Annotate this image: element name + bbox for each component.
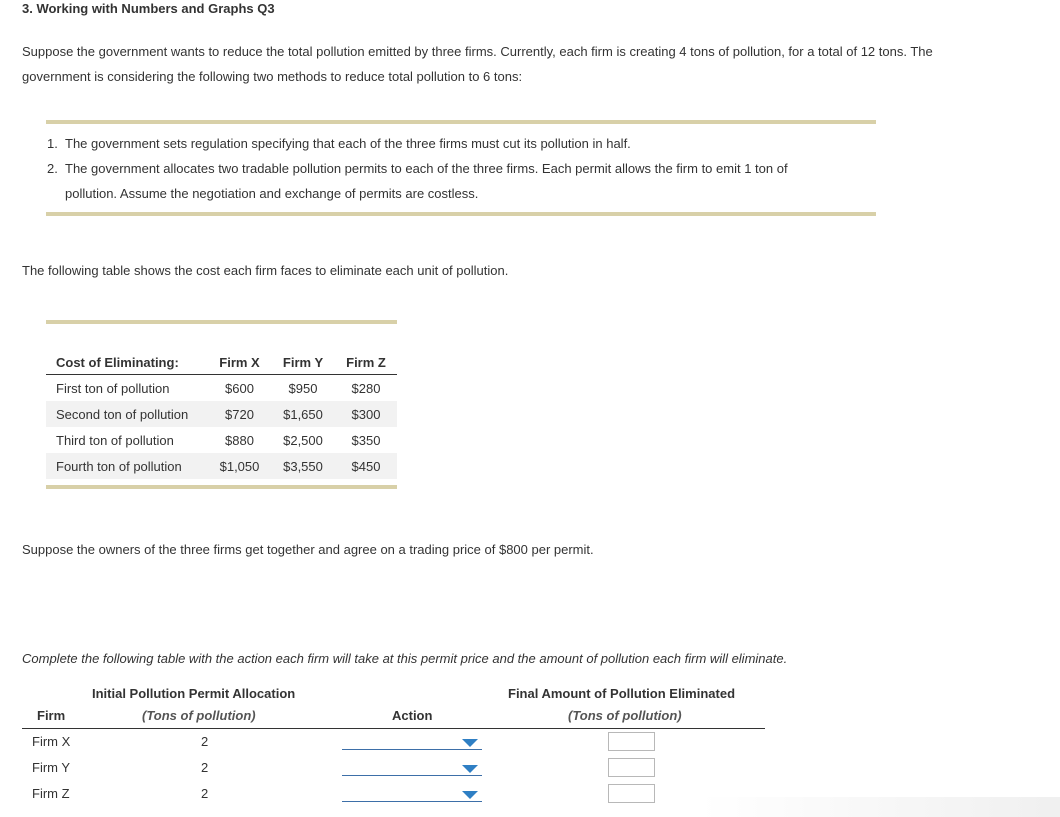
method-2-text-line1: The government allocates two tradable pollution permits to each of the three firms. Each permit allows the firm to emit 1 ton of [65,161,788,176]
caret-down-icon[interactable] [462,739,478,747]
cost-cell-firm-y: $3,550 [271,453,335,479]
instruction-text: Complete the following table with the action each firm will take at this permit price and the amount of pollution each firm will eliminate. [22,651,788,666]
method-2-number: 2. [47,161,58,176]
answer-firm-x-allocation: 2 [201,734,209,749]
action-select-firm-z[interactable] [342,787,484,803]
cost-header-firm-z: Firm Z [335,350,397,375]
answer-firm-z-label: Firm Z [32,786,70,801]
cost-cell-firm-x: $1,050 [208,453,271,479]
eliminated-input-firm-y[interactable] [608,758,655,777]
method-1 [47,131,867,156]
answer-firm-x-label: Firm X [32,734,71,749]
cost-row-label: Fourth ton of pollution [46,453,208,479]
header-initial-allocation: Initial Pollution Permit Allocation [92,686,296,701]
method-2 [47,156,867,206]
header-final-eliminated: Final Amount of Pollution Eliminated [508,686,736,701]
header-action: Action [392,708,433,723]
cost-header-firm-y: Firm Y [271,350,335,375]
cost-row [46,401,397,427]
method-1-number: 1. [47,136,58,151]
cost-row [46,453,397,479]
caret-down-icon[interactable] [462,791,478,799]
cost-table-top-rule [46,320,397,324]
cost-row-label: Third ton of pollution [56,432,174,448]
action-select-firm-x[interactable] [342,735,484,751]
cost-table [46,350,397,479]
cost-row [46,427,397,453]
answer-table-header-rule [22,728,765,729]
method-1-text: The government sets regulation specifying that each of the three firms must cut its pollution in half. [65,136,631,151]
cost-cell-firm-y: $1,650 [271,401,335,427]
action-select-firm-y[interactable] [342,761,484,777]
answer-firm-y-allocation: 2 [201,760,209,775]
permit-price-text: Suppose the owners of the three firms get together and agree on a trading price of $800 per permit. [22,542,594,557]
cost-table-header-row [46,350,397,375]
cost-row [46,375,397,402]
methods-top-rule [46,120,876,124]
cost-cell-firm-z: $300 [335,401,397,427]
cost-cell-firm-z: $350 [351,432,381,448]
cost-table-bottom-rule [46,485,397,489]
select-underline [342,801,482,802]
cost-header-label: Cost of Eliminating: [46,350,208,375]
cost-cell-firm-x: $600 [225,380,254,396]
cost-row-label: First ton of pollution [56,380,170,396]
eliminated-input-firm-z[interactable] [608,784,655,803]
eliminated-input-firm-x[interactable] [608,732,655,751]
cost-header-firm-x: Firm X [208,350,271,375]
cost-row-label: Second ton of pollution [46,401,208,427]
cost-intro-text: The following table shows the cost each firm faces to eliminate each unit of pollution. [22,263,509,278]
intro-paragraph: Suppose the government wants to reduce the total pollution emitted by three firms. Currently, each firm is creating 4 tons of pollution, for a total of 12 tons. The government is considering the following two methods to reduce total pollution to 6 tons: [22,44,933,84]
cost-cell-firm-y: $950 [288,380,318,396]
header-final-units: (Tons of pollution) [568,708,682,723]
methods-list [47,131,867,206]
answer-firm-z-allocation: 2 [201,786,209,801]
cost-cell-firm-y: $2,500 [283,432,323,448]
method-2-text-line2: pollution. Assume the negotiation and exchange of permits are costless. [65,186,479,201]
cost-cell-firm-x: $880 [225,432,254,448]
header-initial-units: (Tons of pollution) [142,708,256,723]
caret-down-icon[interactable] [462,765,478,773]
answer-firm-y-label: Firm Y [32,760,71,775]
cost-cell-firm-z: $280 [351,380,381,396]
cost-cell-firm-z: $450 [335,453,397,479]
methods-bottom-rule [46,212,876,216]
question-title: 3. Working with Numbers and Graphs Q3 [22,1,275,16]
header-firm: Firm [37,708,66,723]
select-underline [342,775,482,776]
select-underline [342,749,482,750]
bottom-edge-shadow [700,797,1060,817]
cost-cell-firm-x: $720 [208,401,271,427]
